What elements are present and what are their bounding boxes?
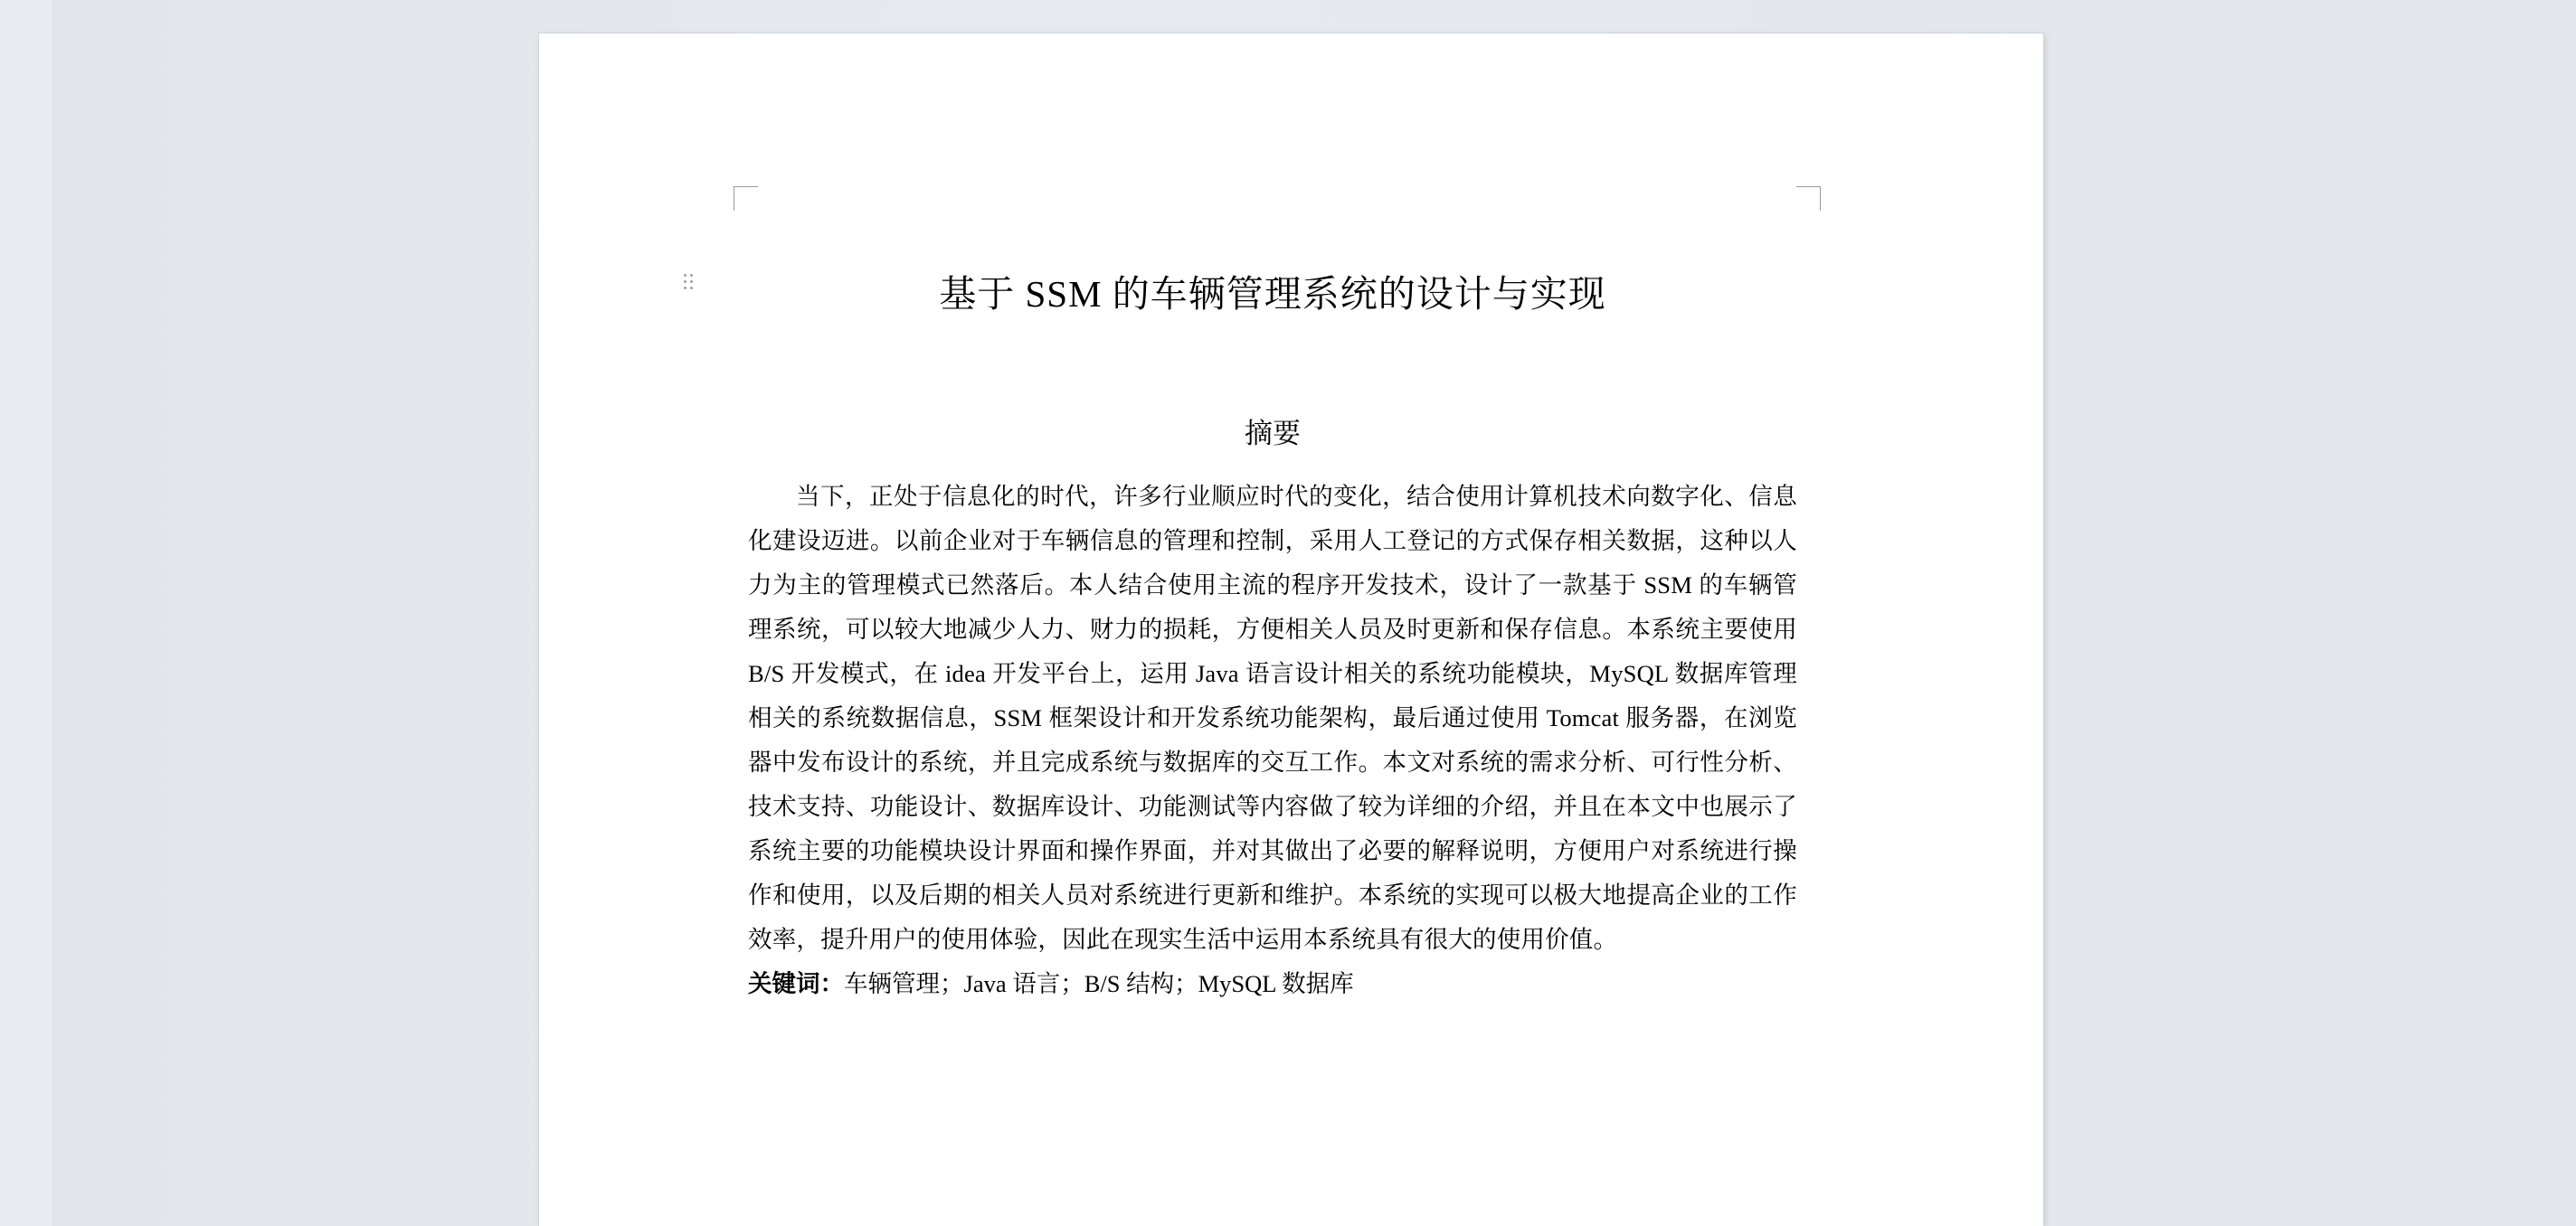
abstract-heading: 摘要 — [1245, 418, 1301, 450]
keywords-value: 车辆管理；Java 语言；B/S 结构；MySQL 数据库 — [844, 970, 1354, 998]
document-page — [539, 33, 2043, 1226]
page-content — [748, 214, 1797, 1006]
page-title: 基于 SSM 的车辆管理系统的设计与实现 — [939, 273, 1606, 315]
paragraph-drag-handle-icon[interactable] — [684, 274, 696, 292]
left-gutter-strip — [0, 0, 53, 1226]
keywords-line — [748, 962, 1797, 1006]
abstract-paragraph: 当下，正处于信息化的时代，许多行业顺应时代的变化，结合使用计算机技术向数字化、信息化建设迈进。以前企业对于车辆信息的管理和控制，采用人工登记的方式保存相关数据，这种以人力为主的管理模式已然落后。本人结合使用主流的程序开发技术，设计了一款基于 SSM 的车辆管理系统，可以较大地减少人力、财力的损耗，方便相关人员及时更新和保存信息。本系统主要使用 B/S 开发模式，在 idea 开发平台上，运用 Java 语言设计相关的系统功能模块，MySQL 数据库管理相关的系统数据信息，SSM 框架设计和开发系统功能架构，最后通过使用 Tomcat 服务器，在浏览器中发布设计的系统，并且完成系统与数据库的交互工作。本文对系统的需求分析、可行性分析、技术支持、功能设计、数据库设计、功能测试等内容做了较为详细的介绍，并且在本文中也展示了系统主要的功能模块设计界面和操作界面，并对其做出了必要的解释说明，方便用户对系统进行操作和使用，以及后期的相关人员对系统进行更新和维护。本系统的实现可以极大地提高企业的工作效率，提升用户的使用体验，因此在现实生活中运用本系统具有很大的使用价值。 — [748, 483, 1797, 954]
keywords-label: 关键词： — [748, 970, 844, 998]
crop-mark-top-right-icon — [1796, 186, 1821, 211]
crop-mark-top-left-icon — [734, 186, 758, 211]
